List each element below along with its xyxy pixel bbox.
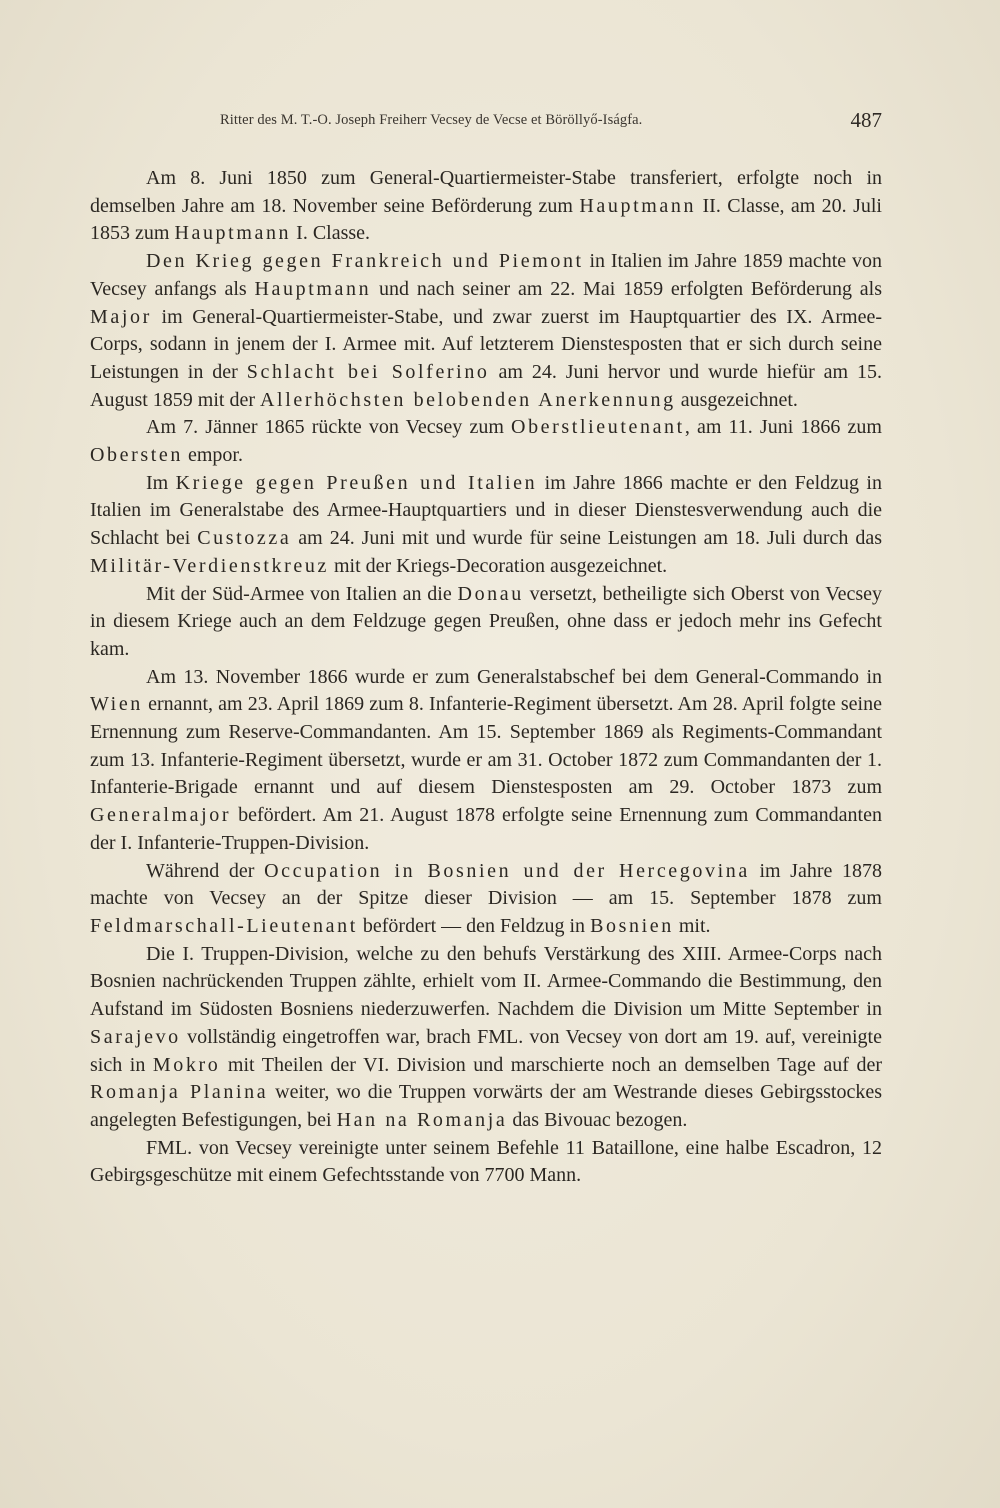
text-run: , am 11. Juni 1866 zum	[684, 416, 882, 439]
emphasized-term: Schlacht bei Solferino	[246, 360, 490, 383]
emphasized-term: Donau	[457, 582, 524, 605]
text-run: und nach seiner am 22. Mai 1859 erfolgten Beförderung als	[371, 277, 882, 300]
paragraph	[90, 858, 882, 941]
emphasized-term: Kriege gegen Preußen und Italien	[175, 471, 538, 494]
emphasized-term: Hauptmann	[254, 277, 372, 300]
emphasized-term: Wien	[90, 693, 143, 716]
emphasized-term: Romanja Planina	[90, 1081, 269, 1104]
text-run: FML. von Vecsey vereinigte unter seinem Befehle 11 Bataillone, eine halbe Escadron, 12 Gebirgsgeschütze mit einem Gefechtsstande von 7700 Mann.	[90, 1136, 882, 1187]
text-run: Im	[146, 471, 176, 494]
text-run: befördert. Am 21. August 1878 erfolgte seine Ernennung zum Commandanten der I. Infanterie-Truppen-Division.	[90, 804, 882, 854]
paragraph	[90, 941, 882, 1135]
emphasized-term: Hauptmann	[174, 222, 292, 245]
emphasized-term: Bosnien	[590, 914, 674, 937]
text-run: Am 13. November 1866 wurde er zum Generalstabschef bei dem General-Commando in	[146, 665, 882, 688]
paragraph	[90, 165, 882, 248]
text-run: das Bivouac bezogen.	[507, 1108, 688, 1131]
text-run: Die I. Truppen-Division, welche zu den behufs Verstärkung des XIII. Armee-Corps nach Bosnien nachrückenden Truppen zählte, erhielt vom II. Armee-Commando die Bestimmung, den Aufstand im Südosten Bosniens niederzuwerfen. Nachdem die Division um Mitte September in	[90, 942, 882, 1021]
running-header	[90, 108, 890, 138]
paragraph	[90, 581, 882, 664]
emphasized-term: Major	[90, 305, 152, 328]
paragraph	[90, 414, 882, 469]
emphasized-term: Han na Romanja	[336, 1108, 508, 1131]
text-run: befördert — den Feldzug in	[357, 914, 591, 937]
emphasized-term: Obersten	[90, 444, 183, 467]
text-run: ernannt, am 23. April 1869 zum 8. Infanterie-Regiment übersetzt. Am 28. April folgte seine Ernennung zum Reserve-Commandanten. Am 15. September 1869 als Regiments-Commandant zum 13. Infanterie-Regiment übersetzt, wurde er am 31. October 1872 zum Commandanten der 1. Infanterie-Brigade ernannt und auf diesem Dienstesposten am 29. October 1873 zum	[90, 693, 882, 799]
text-run: Am 8. Juni 1850 zum General-Quartiermeister-Stabe transferiert, erfolgte noch in demselben Jahre am 18. November seine Beförderung zum	[90, 167, 882, 217]
text-run: versetzt, betheiligte sich Oberst von Vecsey in diesem Kriege auch an dem Feldzuge gegen Preußen, ohne dass er jedoch mehr ins Gefecht kam.	[90, 582, 882, 660]
text-run: weiter, wo die Truppen vorwärts der am Westrande dieses Gebirgsstockes angelegten Befestigungen, bei	[90, 1081, 882, 1131]
text-run: II. Classe, am 20. Juli 1853 zum	[90, 194, 882, 245]
text-run: Am 7. Jänner 1865 rückte von Vecsey zum	[146, 416, 512, 439]
emphasized-term: Occupation in Bosnien und der Hercegovina	[264, 859, 750, 882]
text-run: mit.	[673, 914, 711, 937]
text-run: Mit der Süd-Armee von Italien an die	[146, 582, 458, 605]
running-title: Ritter des M. T.-O. Joseph Freiherr Vecsey de Vecse et Böröllyő-Iságfa.	[220, 112, 643, 128]
text-run: in Italien im Jahre 1859 machte von Vecsey anfangs als	[90, 250, 882, 300]
text-run: Während der	[146, 859, 265, 882]
paragraph	[90, 664, 882, 858]
paragraph	[90, 248, 882, 414]
emphasized-term: Mokro	[152, 1053, 221, 1076]
emphasized-term: Oberstlieutenant	[511, 416, 685, 439]
emphasized-term: Allerhöchsten belobenden Anerkennung	[260, 388, 676, 411]
text-run: mit Theilen der VI. Division und marschierte noch an demselben Tage auf der	[220, 1053, 882, 1076]
body-text	[90, 165, 882, 1190]
text-run: empor.	[183, 444, 243, 467]
text-run: im Jahre 1878 machte von Vecsey an der Spitze dieser Division — am 15. September 1878 zum	[90, 859, 882, 910]
text-run: mit der Kriegs-Decoration ausgezeichnet.	[328, 554, 668, 577]
text-run: am 24. Juni hervor und wurde hiefür am 15. August 1859 mit der	[90, 360, 883, 411]
text-run: im Jahre 1866 machte er den Feldzug in Italien im Generalstabe des Armee-Hauptquartiers und in dieser Dienstesverwendung auch die Schlacht bei	[90, 471, 882, 550]
text-run: ausgezeichnet.	[675, 388, 798, 411]
emphasized-term: Feldmarschall-Lieutenant	[90, 914, 358, 937]
text-run: vollständig eingetroffen war, brach FML. von Vecsey von dort am 19. auf, vereinigte sich in	[90, 1025, 882, 1076]
emphasized-term: Sarajevo	[90, 1025, 181, 1048]
text-run: I. Classe.	[291, 222, 371, 245]
text-run: am 24. Juni mit und wurde für seine Leistungen am 18. Juli durch das	[291, 527, 882, 550]
emphasized-term: Den Krieg gegen Frankreich und Piemont	[146, 250, 584, 273]
emphasized-term: Generalmajor	[90, 804, 232, 827]
text-run: im General-Quartiermeister-Stabe, und zwar zuerst im Hauptquartier des IX. Armee-Corps, sodann in jenem der I. Armee mit. Auf letzterem Dienstesposten that er sich durch seine Leistungen in der	[90, 305, 882, 383]
paragraph	[90, 1135, 882, 1190]
emphasized-term: Hauptmann	[579, 194, 697, 217]
emphasized-term: Militär-Verdienstkreuz	[90, 554, 329, 577]
emphasized-term: Custozza	[197, 527, 292, 550]
page-number: 487	[850, 108, 882, 132]
paragraph	[90, 470, 882, 581]
